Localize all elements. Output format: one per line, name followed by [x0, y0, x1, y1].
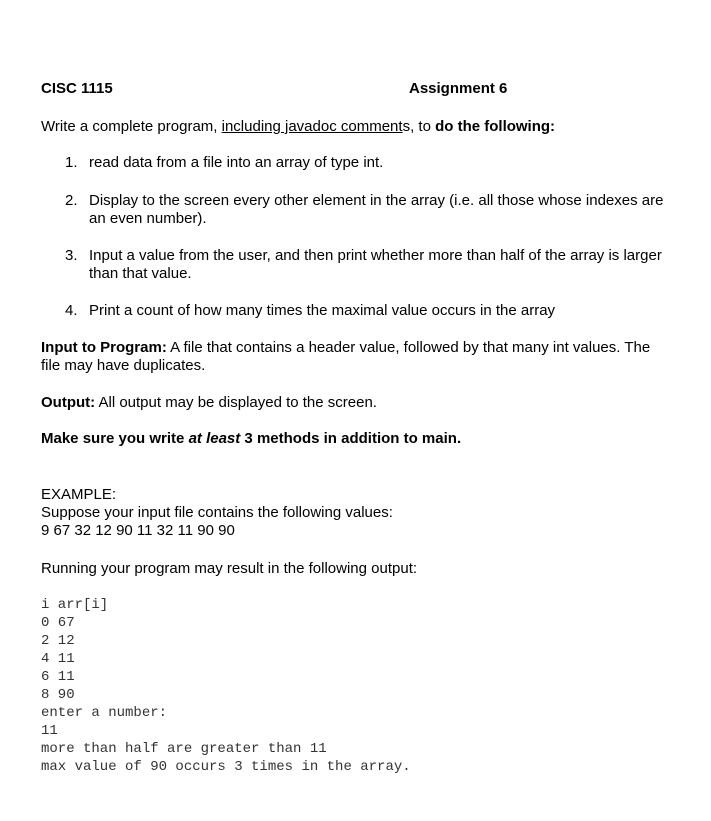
- output-line: i arr[i]: [41, 597, 109, 613]
- input-text: A file that contains a header value, followed by that many int values. The file may have duplicates.: [41, 339, 651, 374]
- output-line: 0 67: [41, 615, 75, 631]
- methods-part1: Make sure you write: [41, 430, 189, 447]
- task-number: 3.: [65, 247, 78, 264]
- example-block: [41, 486, 671, 540]
- output-line: 8 90: [41, 687, 75, 703]
- output-line: 2 12: [41, 633, 75, 649]
- intro-sentence: [41, 118, 555, 135]
- output-text: All output may be displayed to the screen.: [95, 394, 377, 411]
- output-line: max value of 90 occurs 3 times in the array.: [41, 759, 411, 775]
- intro-part3: s, to: [402, 118, 436, 135]
- methods-italic: at least: [188, 430, 241, 447]
- output-description: [41, 394, 671, 412]
- course-code: CISC 1115: [41, 80, 113, 97]
- task-number: 4.: [65, 302, 78, 319]
- input-label: Input to Program:: [41, 339, 167, 356]
- output-line: 6 11: [41, 669, 75, 685]
- example-line: Suppose your input file contains the following values:: [41, 504, 393, 521]
- output-label: Output:: [41, 394, 96, 411]
- task-text: Display to the screen every other element in the array (i.e. all those whose indexes are an even number).: [89, 192, 664, 227]
- output-line: 4 11: [41, 651, 75, 667]
- task-text: Input a value from the user, and then print whether more than half of the array is larger than that value.: [89, 247, 662, 282]
- output-line: 11: [41, 723, 58, 739]
- assignment-title: Assignment 6: [409, 80, 508, 97]
- task-number: 1.: [65, 154, 78, 171]
- methods-part3: 3 methods in addition to main.: [240, 430, 462, 447]
- output-line: more than half are greater than 11: [41, 741, 327, 757]
- methods-requirement: [41, 430, 671, 448]
- task-text: Print a count of how many times the maximal value occurs in the array: [89, 302, 556, 319]
- intro-part1: Write a complete program,: [41, 118, 222, 135]
- example-title: EXAMPLE:: [41, 486, 117, 503]
- running-note: Running your program may result in the following output:: [41, 560, 418, 577]
- example-values: 9 67 32 12 90 11 32 11 90 90: [41, 522, 235, 539]
- task-text: read data from a file into an array of type int.: [89, 154, 384, 171]
- task-number: 2.: [65, 192, 78, 209]
- sample-output: [41, 596, 411, 776]
- intro-underlined: including javadoc comment: [221, 118, 403, 135]
- input-description: [41, 339, 671, 375]
- intro-bold: do the following:: [435, 118, 556, 135]
- output-line: enter a number:: [41, 705, 168, 721]
